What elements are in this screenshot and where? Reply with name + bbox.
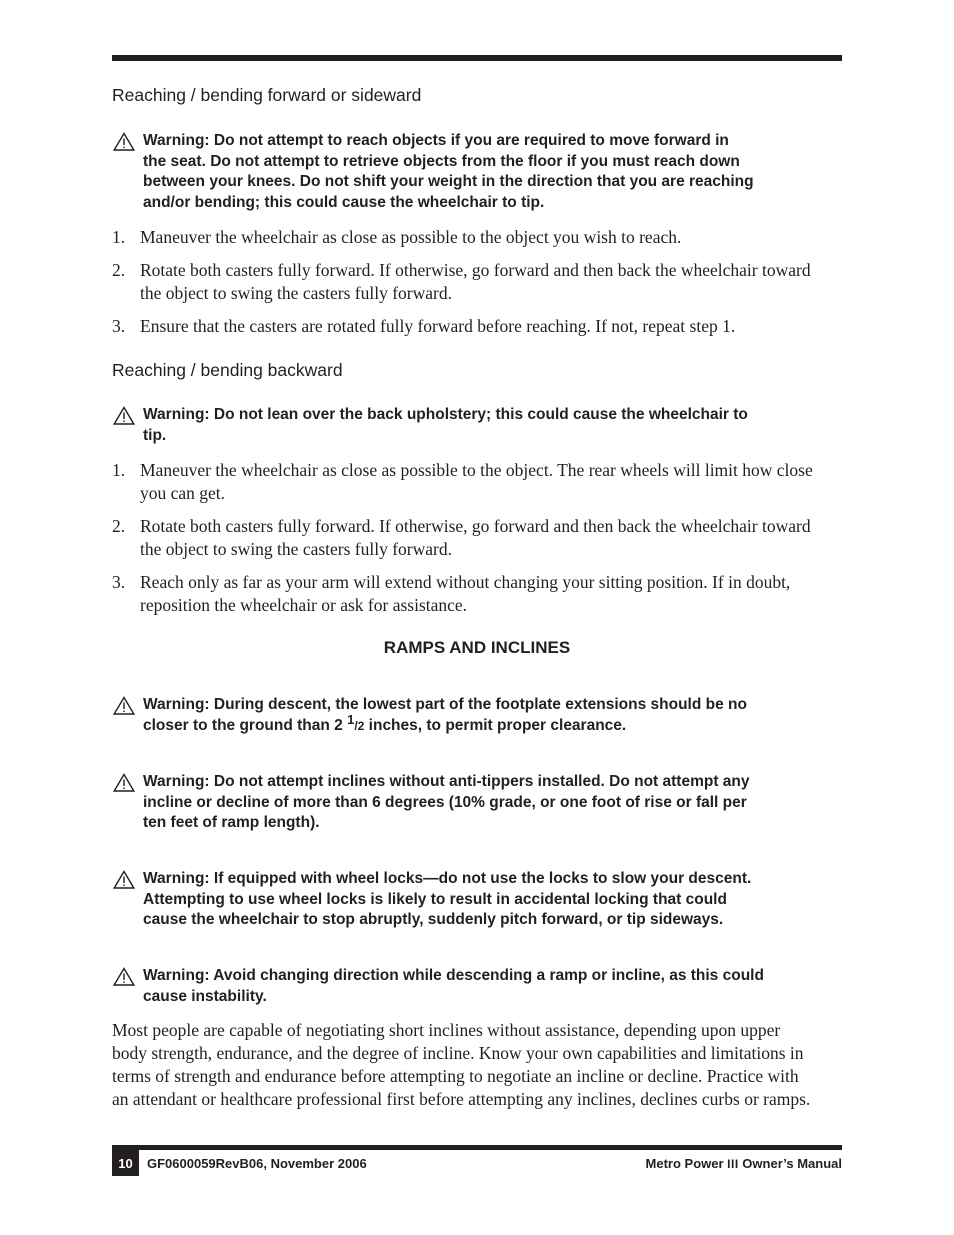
warning-triangle-icon xyxy=(113,967,135,986)
step-text: Ensure that the casters are rotated fully forward before reaching. If not, repeat step 1. xyxy=(140,316,736,336)
warning-triangle-icon xyxy=(113,870,135,889)
step-number: 1. xyxy=(112,227,126,247)
warning-text: Warning: Do not lean over the back upholstery; this could cause the wheelchair to tip. xyxy=(143,406,748,444)
step-number: 2. xyxy=(112,516,126,536)
warning-text: Warning: If equipped with wheel locks—do not use the locks to slow your descent. Attempting to use wheel locks is likely to result in accidental locking that could cause the wheelchair to stop abruptly, suddenly pitch forward, or tip sideways. xyxy=(143,870,752,928)
step-number: 3. xyxy=(112,316,126,336)
step-text: Maneuver the wheelchair as close as possible to the object. The rear wheels will limit how close you can get. xyxy=(140,460,813,503)
list-item xyxy=(112,259,842,304)
manual-title-roman: III xyxy=(727,1157,739,1171)
step-number: 3. xyxy=(112,572,126,592)
warning-text: Warning: Avoid changing direction while descending a ramp or incline, as this could cause instability. xyxy=(143,967,764,1005)
list-item xyxy=(112,226,842,249)
warning-triangle-icon xyxy=(113,132,135,151)
section-heading-ramps: RAMPS AND INCLINES xyxy=(383,638,571,657)
header-rule xyxy=(112,55,842,61)
warning-block xyxy=(112,966,842,1007)
manual-title xyxy=(646,1150,842,1178)
fraction-denominator: /2 xyxy=(354,718,365,733)
step-text: Rotate both casters fully forward. If otherwise, go forward and then back the wheelchair toward the object to swing the casters fully forward. xyxy=(140,516,811,559)
warning-triangle-icon xyxy=(113,773,135,792)
warning-block xyxy=(112,695,842,736)
warning-block xyxy=(112,869,842,931)
warning-triangle-icon xyxy=(113,406,135,425)
page-number: 10 xyxy=(112,1150,139,1176)
manual-title-part: Metro Power xyxy=(645,1156,728,1171)
warning-text: Warning: Do not attempt to reach objects if you are required to move forward in the seat. Do not attempt to retrieve objects from the floor if you must reach down between your knees. Do not shift your weight in the direction that you are reaching and/or bending; this could cause the wheelchair to tip. xyxy=(143,132,754,211)
warning-text xyxy=(143,695,842,736)
warning-text-part: Warning: During descent, the lowest part of the footplate extensions should be no closer to the ground than 2 xyxy=(143,696,747,734)
section-heading-backward: Reaching / bending backward xyxy=(112,360,343,380)
step-text: Maneuver the wheelchair as close as possible to the object you wish to reach. xyxy=(140,227,682,247)
list-item xyxy=(112,515,842,560)
warning-text: Warning: Do not attempt inclines without anti-tippers installed. Do not attempt any incline or decline of more than 6 degrees (10% grade, or one foot of rise or fall per ten feet of ramp length). xyxy=(143,773,750,831)
warning-block xyxy=(112,405,842,446)
step-number: 2. xyxy=(112,260,126,280)
step-text: Reach only as far as your arm will extend without changing your sitting position. If in doubt, reposition the wheelchair or ask for assistance. xyxy=(140,572,791,615)
step-text: Rotate both casters fully forward. If otherwise, go forward and then back the wheelchair toward the object to swing the casters fully forward. xyxy=(140,260,811,303)
section-heading-forward: Reaching / bending forward or sideward xyxy=(112,85,422,105)
page-footer xyxy=(112,1150,842,1176)
list-item xyxy=(112,315,842,338)
warning-block xyxy=(112,131,842,213)
manual-title-part: Owner’s Manual xyxy=(738,1156,842,1171)
body-paragraph: Most people are capable of negotiating short inclines without assistance, depending upon upper body strength, endurance, and the degree of incline. Know your own capabilities and limitations in terms of strength and endurance before attempting to negotiate an incline or decline. Practice with an attendant or healthcare professional first before attempting any inclines, declines curbs or ramps. xyxy=(112,1020,811,1109)
fraction-numerator: 1 xyxy=(347,711,355,727)
warning-triangle-icon xyxy=(113,696,135,715)
document-id: GF0600059RevB06, November 2006 xyxy=(147,1156,367,1171)
list-item xyxy=(112,571,842,616)
warning-block xyxy=(112,772,842,834)
warning-text-part: inches, to permit proper clearance. xyxy=(364,716,627,734)
list-item xyxy=(112,459,842,504)
step-number: 1. xyxy=(112,460,126,480)
